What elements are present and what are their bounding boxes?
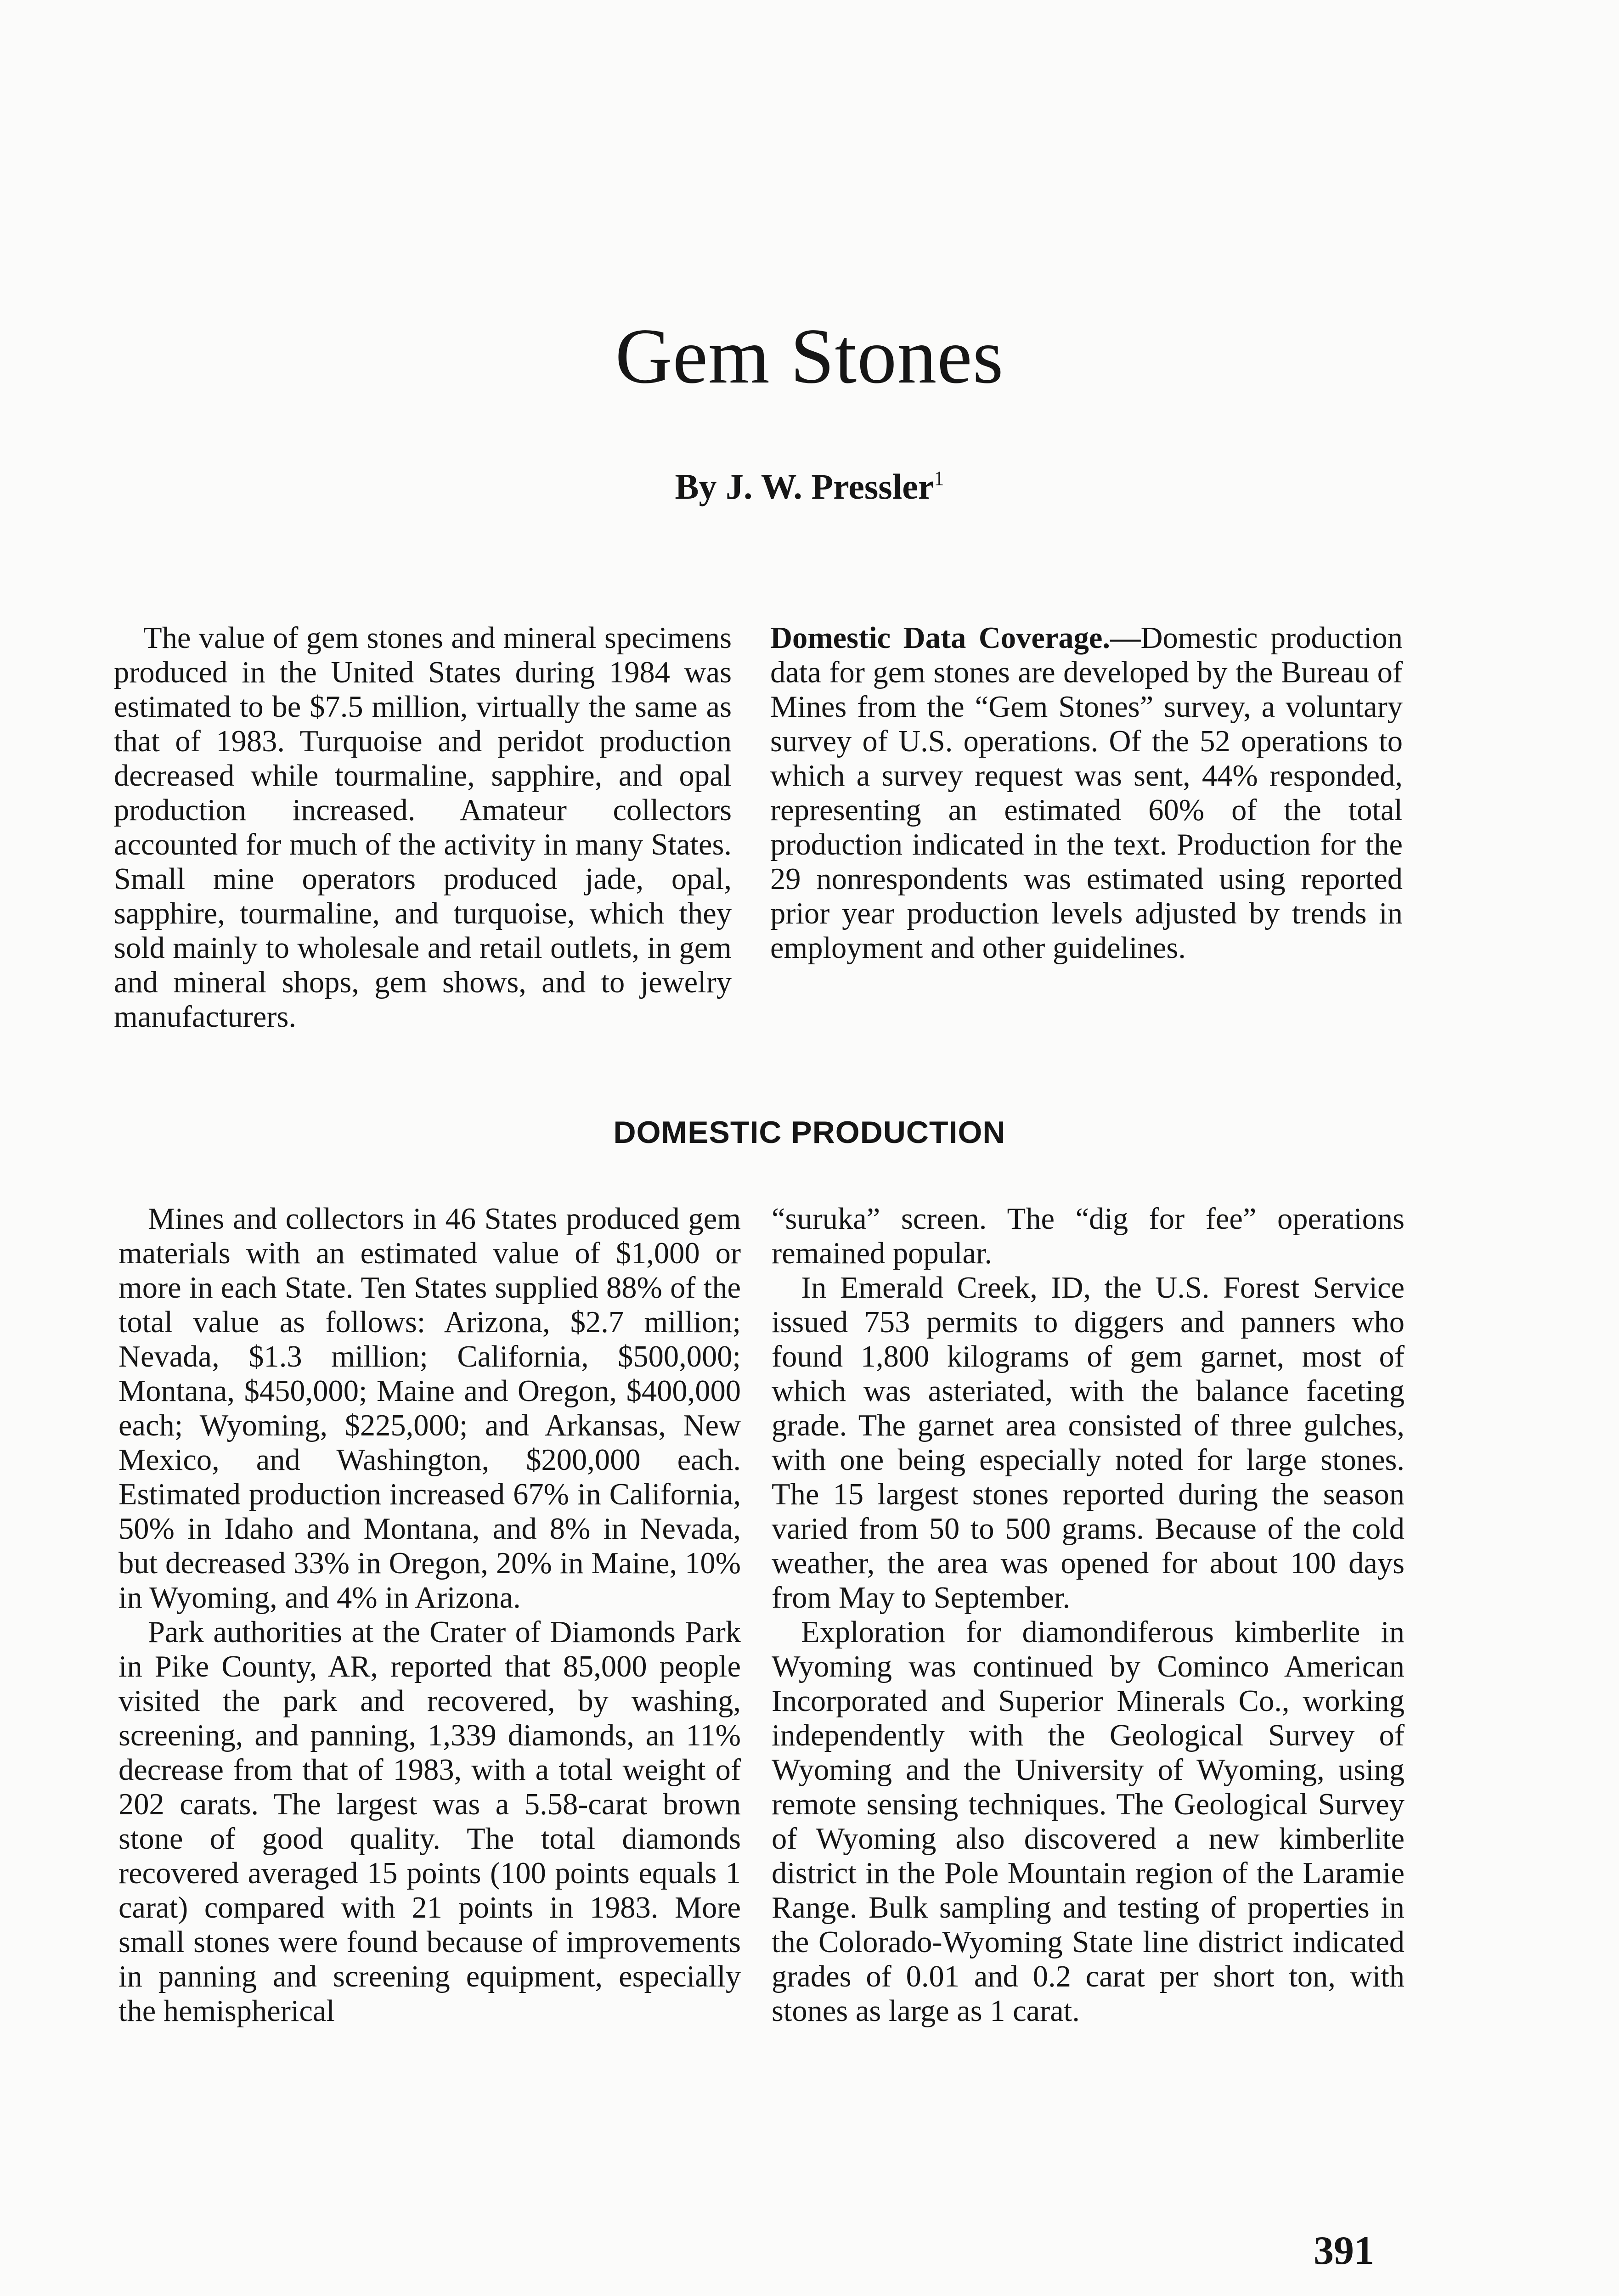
footnote-mark: 1: [934, 467, 944, 490]
section-heading-domestic-production: DOMESTIC PRODUCTION: [613, 1115, 1006, 1150]
production-paragraph-emerald-creek: In Emerald Creek, ID, the U.S. Forest Service issued 753 permits to diggers and panners who found 1,800 kilograms of gem garnet, most of which was asteriated, with the balance faceting grade. The garnet area consisted of three gulches, with one being especially noted for large stones. The 15 largest stones reported during the season varied from 50 to 500 grams. Because of the cold weather, the area was opened for about 100 days from May to September.: [772, 1271, 1405, 1615]
intro-paragraph: The value of gem stones and mineral specimens produced in the United States during 1984 was estimated to be $7.5 million, virtually the same as that of 1983. Turquoise and peridot production decreased while tourmaline, sapphire, and opal production increased. Amateur collectors accounted for much of the activity in many States. Small mine operators produced jade, opal, sapphire, tourmaline, and turquoise, which they sold mainly to wholesale and retail outlets, in gem and mineral shops, gem shows, and to jewelry manufacturers.: [114, 621, 732, 1034]
byline: [0, 468, 1619, 505]
production-paragraph-continued: “suruka” screen. The “dig for fee” operations remained popular.: [772, 1202, 1405, 1270]
data-coverage-paragraph: [770, 621, 1403, 965]
data-coverage-heading: Domestic Data Coverage.—: [770, 621, 1141, 655]
production-paragraph-kimberlite: Exploration for diamondiferous kimberlite in Wyoming was continued by Cominco American Incorporated and Superior Minerals Co., working independently with the Geological Survey of Wyoming and the University of Wyoming, using remote sensing techniques. The Geological Survey of Wyoming also discovered a new kimberlite district in the Pole Mountain region of the Laramie Range. Bulk sampling and testing of properties in the Colorado-Wyoming State line district indicated grades of 0.01 and 0.2 carat per short ton, with stones as large as 1 carat.: [772, 1615, 1405, 2028]
intro-right-column: [770, 621, 1403, 965]
page-title: Gem Stones: [615, 313, 1004, 400]
production-left-column: [118, 1202, 741, 2028]
production-paragraph-states: Mines and collectors in 46 States produced gem materials with an estimated value of $1,000 or more in each State. Ten States supplied 88% of the total value as follows: Arizona, $2.7 million; Nevada, $1.3 million; California, $500,000; Montana, $450,000; Maine and Oregon, $400,000 each; Wyoming, $225,000; and Arkansas, New Mexico, and Washington, $200,000 each. Estimated production increased 67% in California, 50% in Idaho and Montana, and 8% in Nevada, but decreased 33% in Oregon, 20% in Maine, 10% in Wyoming, and 4% in Arizona.: [118, 1202, 741, 1615]
data-coverage-text: Domestic production data for gem stones are developed by the Bureau of Mines from the “Gem Stones” survey, a voluntary survey of U.S. operations. Of the 52 operations to which a survey request was sent, 44% responded, representing an estimated 60% of the total production indicated in the text. Production for the 29 nonrespondents was estimated using reported prior year production levels adjusted by trends in employment and other guidelines.: [770, 621, 1403, 965]
production-paragraph-crater-of-diamonds: Park authorities at the Crater of Diamonds Park in Pike County, AR, reported that 85,000 people visited the park and recovered, by washing, screening, and panning, 1,339 diamonds, an 11% decrease from that of 1983, with a total weight of 202 carats. The largest was a 5.58-carat brown stone of good quality. The total diamonds recovered averaged 15 points (100 points equals 1 carat) compared with 21 points in 1983. More small stones were found because of improvements in panning and screening equipment, especially the hemispherical: [118, 1615, 741, 2028]
page-number: 391: [1314, 2228, 1374, 2273]
author-name: By J. W. Pressler: [675, 467, 934, 506]
intro-left-column: [114, 621, 732, 1034]
production-right-column: [772, 1202, 1405, 2028]
